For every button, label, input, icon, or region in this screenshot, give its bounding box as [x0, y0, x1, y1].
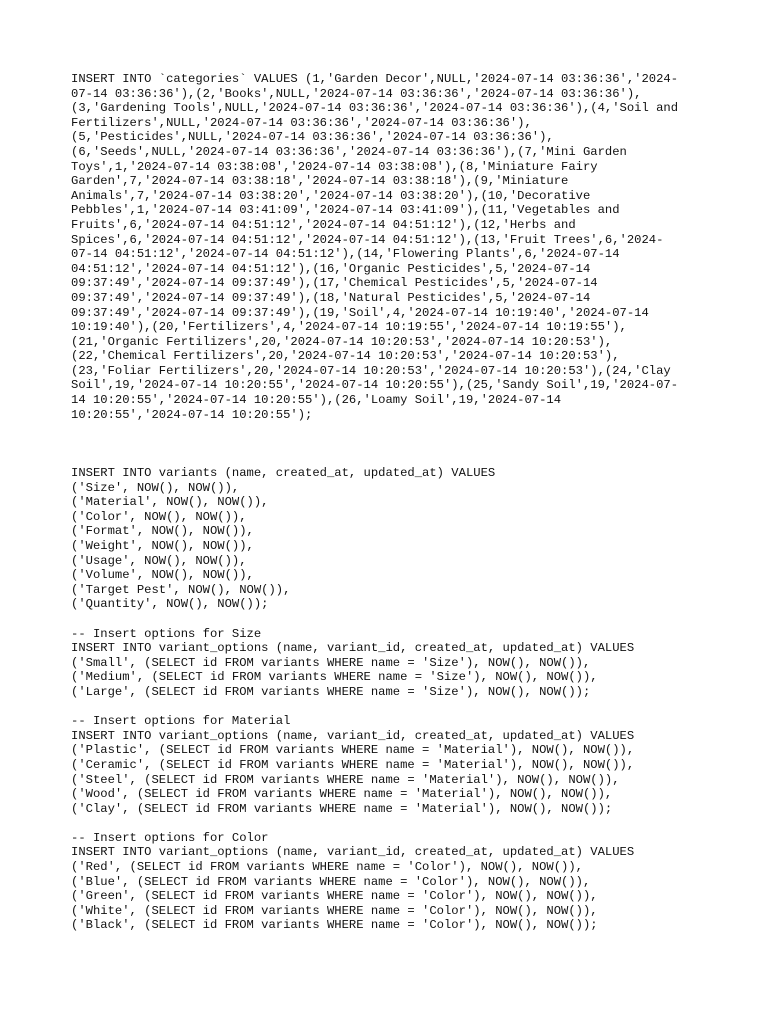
- variants-insert-block: [71, 466, 711, 612]
- code-line: 10:19:40'),(20,'Fertilizers',4,'2024-07-14 10:19:55','2024-07-14 10:19:55'),: [71, 320, 627, 335]
- categories-insert-block: [71, 72, 711, 437]
- code-line: ('Material', NOW(), NOW()),: [71, 495, 269, 510]
- code-line: ('Size', NOW(), NOW()),: [71, 480, 240, 495]
- code-line: Garden',7,'2024-07-14 03:38:18','2024-07-14 03:38:18'),(9,'Miniature: [71, 174, 569, 189]
- code-line: 10:20:55','2024-07-14 10:20:55');: [71, 407, 313, 422]
- code-line: 07-14 04:51:12','2024-07-14 04:51:12'),(14,'Flowering Plants',6,'2024-07-14: [71, 247, 620, 262]
- code-line: 09:37:49','2024-07-14 09:37:49'),(19,'Soil',4,'2024-07-14 10:19:40','2024-07-14: [71, 305, 649, 320]
- code-line: Toys',1,'2024-07-14 03:38:08','2024-07-14 03:38:08'),(8,'Miniature Fairy: [71, 159, 598, 174]
- code-line: ('Format', NOW(), NOW()),: [71, 524, 254, 539]
- code-line: (22,'Chemical Fertilizers',20,'2024-07-14 10:20:53','2024-07-14 10:20:53'),: [71, 349, 620, 364]
- code-line: 14 10:20:55','2024-07-14 10:20:55'),(26,'Loamy Soil',19,'2024-07-14: [71, 393, 562, 408]
- code-line: ('Ceramic', (SELECT id FROM variants WHERE name = 'Material'), NOW(), NOW()),: [71, 757, 635, 772]
- code-line: (23,'Foliar Fertilizers',20,'2024-07-14 10:20:53','2024-07-14 10:20:53'),(24,'Clay: [71, 363, 671, 378]
- blank-spacer: [71, 816, 711, 831]
- code-line: ('Target Pest', NOW(), NOW()),: [71, 582, 291, 597]
- code-comment: -- Insert options for Material: [71, 714, 291, 729]
- code-line: (5,'Pesticides',NULL,'2024-07-14 03:36:36','2024-07-14 03:36:36'),: [71, 130, 554, 145]
- code-line: 04:51:12','2024-07-14 04:51:12'),(16,'Organic Pesticides',5,'2024-07-14: [71, 261, 591, 276]
- blank-spacer: [71, 700, 711, 715]
- code-line: Soil',19,'2024-07-14 10:20:55','2024-07-14 10:20:55'),(25,'Sandy Soil',19,'2024-07-: [71, 378, 679, 393]
- code-line: Fertilizers',NULL,'2024-07-14 03:36:36','2024-07-14 03:36:36'),: [71, 115, 532, 130]
- code-line: ('Clay', (SELECT id FROM variants WHERE name = 'Material'), NOW(), NOW());: [71, 801, 613, 816]
- code-line: ('Plastic', (SELECT id FROM variants WHERE name = 'Material'), NOW(), NOW()),: [71, 743, 635, 758]
- code-line: ('Small', (SELECT id FROM variants WHERE name = 'Size'), NOW(), NOW()),: [71, 655, 591, 670]
- code-line: (6,'Seeds',NULL,'2024-07-14 03:36:36','2024-07-14 03:36:36'),(7,'Mini Garden: [71, 144, 627, 159]
- size-options-block: [71, 627, 711, 700]
- code-line: ('Large', (SELECT id FROM variants WHERE name = 'Size'), NOW(), NOW());: [71, 684, 591, 699]
- code-line: (21,'Organic Fertilizers',20,'2024-07-14 10:20:53','2024-07-14 10:20:53'),: [71, 334, 613, 349]
- code-line: ('Quantity', NOW(), NOW());: [71, 597, 269, 612]
- code-line: INSERT INTO `categories` VALUES (1,'Garden Decor',NULL,'2024-07-14 03:36:36','2024-: [71, 72, 679, 86]
- code-line: INSERT INTO variant_options (name, variant_id, created_at, updated_at) VALUES: [71, 641, 635, 656]
- code-line: ('White', (SELECT id FROM variants WHERE name = 'Color'), NOW(), NOW()),: [71, 903, 598, 918]
- material-options-block: [71, 714, 711, 816]
- sql-code-listing: [71, 72, 711, 933]
- code-line: Animals',7,'2024-07-14 03:38:20','2024-07-14 03:38:20'),(10,'Decorative: [71, 188, 591, 203]
- code-line: 07-14 03:36:36'),(2,'Books',NULL,'2024-07-14 03:36:36','2024-07-14 03:36:36'),: [71, 86, 642, 101]
- code-line: ('Red', (SELECT id FROM variants WHERE name = 'Color'), NOW(), NOW()),: [71, 860, 583, 875]
- code-line: ('Steel', (SELECT id FROM variants WHERE name = 'Material'), NOW(), NOW()),: [71, 772, 620, 787]
- color-options-block: [71, 831, 711, 933]
- code-line: ('Color', NOW(), NOW()),: [71, 509, 247, 524]
- code-line: INSERT INTO variant_options (name, variant_id, created_at, updated_at) VALUES: [71, 845, 635, 860]
- code-line: ('Usage', NOW(), NOW()),: [71, 553, 247, 568]
- code-line: Spices',6,'2024-07-14 04:51:12','2024-07-14 04:51:12'),(13,'Fruit Trees',6,'2024-: [71, 232, 664, 247]
- code-line: ('Wood', (SELECT id FROM variants WHERE name = 'Material'), NOW(), NOW()),: [71, 787, 613, 802]
- code-line: ('Volume', NOW(), NOW()),: [71, 568, 254, 583]
- code-line: ('Weight', NOW(), NOW()),: [71, 539, 254, 553]
- code-line: 09:37:49','2024-07-14 09:37:49'),(17,'Chemical Pesticides',5,'2024-07-14: [71, 276, 598, 291]
- code-line: Fruits',6,'2024-07-14 04:51:12','2024-07-14 04:51:12'),(12,'Herbs and: [71, 217, 576, 232]
- code-line: [71, 422, 711, 437]
- blank-spacer: [71, 612, 711, 627]
- code-line: ('Medium', (SELECT id FROM variants WHERE name = 'Size'), NOW(), NOW()),: [71, 670, 598, 685]
- code-line: INSERT INTO variant_options (name, variant_id, created_at, updated_at) VALUES: [71, 728, 635, 743]
- code-line: (3,'Gardening Tools',NULL,'2024-07-14 03:36:36','2024-07-14 03:36:36'),(4,'Soil and: [71, 101, 679, 116]
- code-line: 09:37:49','2024-07-14 09:37:49'),(18,'Natural Pesticides',5,'2024-07-14: [71, 290, 591, 305]
- code-comment: -- Insert options for Size: [71, 626, 262, 641]
- code-comment: -- Insert options for Color: [71, 830, 269, 845]
- code-line: Pebbles',1,'2024-07-14 03:41:09','2024-07-14 03:41:09'),(11,'Vegetables and: [71, 203, 620, 218]
- code-line: ('Green', (SELECT id FROM variants WHERE name = 'Color'), NOW(), NOW()),: [71, 889, 598, 904]
- code-line: INSERT INTO variants (name, created_at, updated_at) VALUES: [71, 466, 496, 481]
- code-line: ('Blue', (SELECT id FROM variants WHERE name = 'Color'), NOW(), NOW()),: [71, 874, 591, 889]
- blank-spacer: [71, 437, 711, 466]
- code-line: ('Black', (SELECT id FROM variants WHERE name = 'Color'), NOW(), NOW());: [71, 918, 598, 933]
